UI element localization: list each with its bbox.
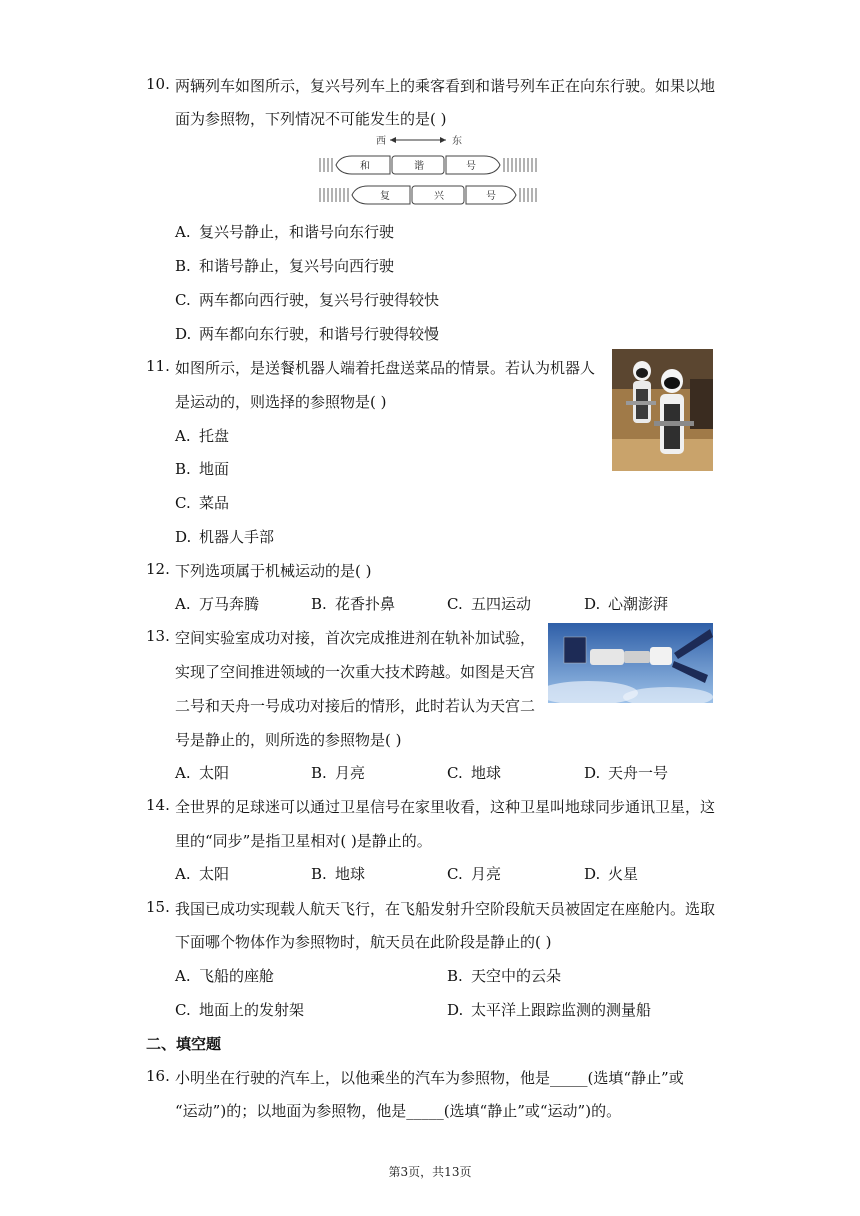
q16-stem-line1: 小明坐在行驶的汽车上，以他乘坐的汽车为参照物，他是_____(选填“静止”或 bbox=[175, 1069, 684, 1087]
q11-stem-line1: 如图所示，是送餐机器人端着托盘送菜品的情景。若认为机器人 bbox=[175, 359, 596, 377]
q14-stem-line2: 里的“同步”是指卫星相对( )是静止的。 bbox=[175, 832, 432, 850]
q15-stem-line2: 下面哪个物体作为参照物时，航天员在此阶段是静止的( ) bbox=[175, 933, 552, 951]
q14-option-a: A. 太阳 bbox=[175, 865, 230, 883]
q12-option-a: A. 万马奔腾 bbox=[175, 595, 260, 613]
q13-option-b: B. 月亮 bbox=[311, 764, 366, 782]
q12-number: 12. bbox=[146, 560, 170, 578]
q10-option-d: D. 两车都向东行驶，和谐号行驶得较慢 bbox=[175, 325, 440, 343]
q14-stem-line1: 全世界的足球迷可以通过卫星信号在家里收看，这种卫星叫地球同步通讯卫星，这 bbox=[175, 798, 716, 816]
train2-char2: 兴 bbox=[434, 191, 444, 202]
q11-option-b: B. 地面 bbox=[175, 460, 230, 478]
q11-number: 11. bbox=[146, 357, 170, 375]
page-footer: 第3页，共13页 bbox=[388, 1165, 472, 1179]
q14-option-b: B. 地球 bbox=[311, 865, 366, 883]
q12-option-b: B. 花香扑鼻 bbox=[311, 595, 396, 613]
q15-option-d: D. 太平洋上跟踪监测的测量船 bbox=[447, 1001, 652, 1019]
robot-photo bbox=[612, 349, 713, 471]
train1-char1: 和 bbox=[360, 161, 370, 172]
q16-number: 16. bbox=[146, 1067, 170, 1085]
trains-diagram bbox=[318, 132, 540, 206]
q13-option-a: A. 太阳 bbox=[175, 764, 230, 782]
figure-west-label: 西 bbox=[376, 136, 386, 147]
q14-option-d: D. 火星 bbox=[584, 865, 639, 883]
space-station-photo bbox=[548, 623, 713, 703]
figure-east-label: 东 bbox=[452, 136, 462, 147]
q11-option-d: D. 机器人手部 bbox=[175, 528, 275, 546]
q11-option-a: A. 托盘 bbox=[175, 427, 230, 445]
q13-stem-line1: 空间实验室成功对接，首次完成推进剂在轨补加试验， bbox=[175, 629, 536, 647]
arrow-head-east bbox=[440, 137, 446, 143]
q15-option-a: A. 飞船的座舱 bbox=[175, 967, 275, 985]
section-title-fill-blank: 二、填空题 bbox=[146, 1035, 222, 1053]
trains-figure bbox=[318, 132, 540, 206]
q11-option-c: C. 菜品 bbox=[175, 494, 230, 512]
q11-stem-line2: 是运动的，则选择的参照物是( ) bbox=[175, 393, 387, 411]
q10-option-c: C. 两车都向西行驶，复兴号行驶得较快 bbox=[175, 291, 440, 309]
q10-stem-line2: 面为参照物，下列情况不可能发生的是( ) bbox=[175, 110, 447, 128]
q10-stem-line1: 两辆列车如图所示，复兴号列车上的乘客看到和谐号列车正在向东行驶。如果以地 bbox=[175, 77, 716, 95]
q14-number: 14. bbox=[146, 796, 170, 814]
q12-option-c: C. 五四运动 bbox=[447, 595, 532, 613]
train2-char3: 号 bbox=[486, 191, 496, 202]
q10-option-a: A. 复兴号静止，和谐号向东行驶 bbox=[175, 223, 395, 241]
q12-option-d: D. 心潮澎湃 bbox=[584, 595, 669, 613]
q13-option-d: D. 天舟一号 bbox=[584, 764, 669, 782]
q13-number: 13. bbox=[146, 627, 170, 645]
train1-char2: 谐 bbox=[414, 161, 424, 172]
q15-number: 15. bbox=[146, 898, 170, 916]
q15-option-b: B. 天空中的云朵 bbox=[447, 967, 562, 985]
q14-option-c: C. 月亮 bbox=[447, 865, 502, 883]
q15-stem-line1: 我国已成功实现载人航天飞行，在飞船发射升空阶段航天员被固定在座舱内。选取 bbox=[175, 900, 716, 918]
arrow-head-west bbox=[390, 137, 396, 143]
q10-number: 10. bbox=[146, 75, 170, 93]
q13-stem-line2: 实现了空间推进领域的一次重大技术跨越。如图是天宫 bbox=[175, 663, 536, 681]
train2-char1: 复 bbox=[380, 191, 390, 202]
train1-char3: 号 bbox=[466, 161, 476, 172]
q13-stem-line3: 二号和天舟一号成功对接后的情形，此时若认为天宫二 bbox=[175, 697, 536, 715]
q16-stem-line2: “运动”)的；以地面为参照物，他是_____(选填“静止”或“运动”)的。 bbox=[175, 1102, 622, 1120]
q15-option-c: C. 地面上的发射架 bbox=[175, 1001, 305, 1019]
q13-option-c: C. 地球 bbox=[447, 764, 502, 782]
q12-stem-line1: 下列选项属于机械运动的是( ) bbox=[175, 562, 372, 580]
q10-option-b: B. 和谐号静止，复兴号向西行驶 bbox=[175, 257, 395, 275]
q13-stem-line4: 号是静止的，则所选的参照物是( ) bbox=[175, 731, 402, 749]
